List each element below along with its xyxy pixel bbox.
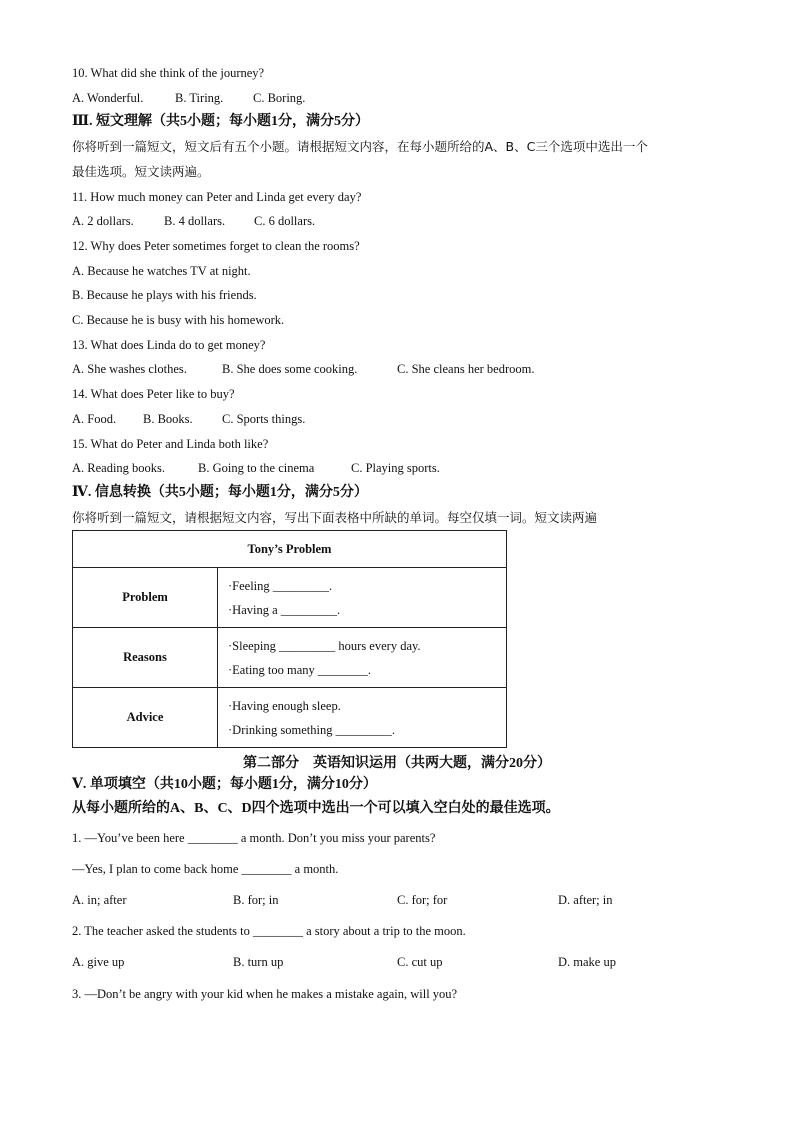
- part-2-heading: 第二部分 英语知识运用（共两大题，满分20分）: [243, 756, 551, 771]
- row-label-reasons: Reasons: [73, 628, 218, 688]
- question-13: 13. What does Linda do to get money?: [72, 338, 266, 352]
- question-1-line-1: 1. —You’ve been here ________ a month. Don’t you miss your parents?: [72, 831, 436, 845]
- section-4-instruction: 你将听到一篇短文，请根据短文内容，写出下面表格中所缺的单词。每空仅填一词。短文读两遍: [72, 510, 598, 525]
- section-5-heading: Ⅴ. 单项填空（共10小题；每小题1分，满分10分）: [72, 777, 377, 792]
- q2-option-a: A. give up: [72, 955, 125, 969]
- section-3-instruction-1: 你将听到一篇短文，短文后有五个小题。请根据短文内容，在每小题所给的A、B、C三个选项中选出一个: [72, 139, 648, 154]
- advice-line-1: ·Having enough sleep.: [228, 698, 341, 713]
- section-5-instruction: 从每小题所给的A、B、C、D四个选项中选出一个可以填入空白处的最佳选项。: [72, 801, 560, 816]
- q1-option-a: A. in; after: [72, 893, 127, 907]
- q14-option-a: A. Food.: [72, 412, 117, 426]
- q15-option-a: A. Reading books.: [72, 461, 166, 475]
- q12-option-c: C. Because he is busy with his homework.: [72, 313, 285, 327]
- row-label-advice: Advice: [73, 688, 218, 748]
- tonys-problem-table: [72, 530, 507, 748]
- problem-line-1: ·Feeling _________.: [228, 578, 333, 593]
- question-3: 3. —Don’t be angry with your kid when he makes a mistake again, will you?: [72, 987, 458, 1001]
- q11-option-a: A. 2 dollars.: [72, 214, 134, 228]
- q15-option-b: B. Going to the cinema: [198, 461, 315, 475]
- section-4-heading: Ⅳ. 信息转换（共5小题；每小题1分，满分5分）: [72, 485, 368, 500]
- section-3-instruction-2: 最佳选项。短文读两遍。: [72, 164, 210, 179]
- q13-option-c: C. She cleans her bedroom.: [397, 362, 535, 376]
- question-10: 10. What did she think of the journey?: [72, 66, 265, 80]
- question-14: 14. What does Peter like to buy?: [72, 387, 235, 401]
- row-content-problem: [218, 568, 507, 628]
- q1-option-d: D. after; in: [558, 893, 613, 907]
- question-1-line-2: —Yes, I plan to come back home ________ a month.: [72, 862, 339, 876]
- table-row: [73, 688, 507, 748]
- advice-line-2: ·Drinking something _________.: [228, 722, 396, 737]
- q13-option-a: A. She washes clothes.: [72, 362, 187, 376]
- row-label-problem: Problem: [73, 568, 218, 628]
- q1-option-b: B. for; in: [233, 893, 279, 907]
- reasons-line-2: ·Eating too many ________.: [228, 662, 372, 677]
- q2-option-b: B. turn up: [233, 955, 284, 969]
- q10-option-b: B. Tiring.: [175, 91, 224, 105]
- q15-option-c: C. Playing sports.: [351, 461, 440, 475]
- q12-option-b: B. Because he plays with his friends.: [72, 288, 257, 302]
- table-row: [73, 568, 507, 628]
- table-title: Tony’s Problem: [73, 531, 507, 568]
- question-15: 15. What do Peter and Linda both like?: [72, 437, 269, 451]
- section-3-heading: Ⅲ. 短文理解（共5小题；每小题1分，满分5分）: [72, 114, 370, 129]
- question-12: 12. Why does Peter sometimes forget to clean the rooms?: [72, 239, 360, 253]
- q14-option-b: B. Books.: [143, 412, 193, 426]
- table-row: [73, 628, 507, 688]
- q1-option-c: C. for; for: [397, 893, 448, 907]
- q2-option-c: C. cut up: [397, 955, 443, 969]
- q11-option-b: B. 4 dollars.: [164, 214, 226, 228]
- question-2: 2. The teacher asked the students to ________ a story about a trip to the moon.: [72, 924, 466, 938]
- question-11: 11. How much money can Peter and Linda get every day?: [72, 190, 362, 204]
- q11-option-c: C. 6 dollars.: [254, 214, 316, 228]
- reasons-line-1: ·Sleeping _________ hours every day.: [228, 638, 421, 653]
- q10-option-a: A. Wonderful.: [72, 91, 144, 105]
- q2-option-d: D. make up: [558, 955, 616, 969]
- q12-option-a: A. Because he watches TV at night.: [72, 264, 251, 278]
- q10-option-c: C. Boring.: [253, 91, 306, 105]
- row-content-advice: [218, 688, 507, 748]
- row-content-reasons: [218, 628, 507, 688]
- problem-line-2: ·Having a _________.: [228, 602, 341, 617]
- q14-option-c: C. Sports things.: [222, 412, 306, 426]
- q13-option-b: B. She does some cooking.: [222, 362, 358, 376]
